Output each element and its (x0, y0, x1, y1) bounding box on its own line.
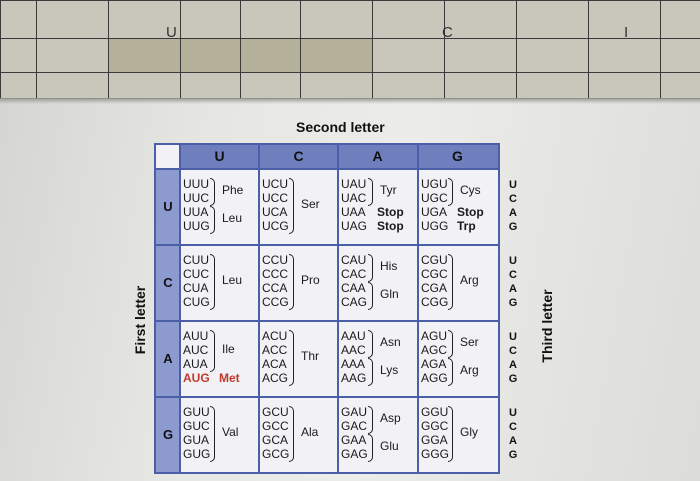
grid-cell (300, 72, 373, 99)
codon: UGG (421, 219, 449, 233)
codon: CUG (183, 295, 210, 309)
codon: GAA (341, 433, 367, 447)
grid-cell (300, 38, 373, 73)
codon: GAU (341, 405, 368, 419)
amino-acid-label: Met (219, 371, 240, 385)
codon: GUC (183, 419, 210, 433)
codon: UCA (262, 205, 288, 219)
grid-cell (108, 38, 181, 73)
amino-acid-label: Trp (457, 219, 476, 233)
second-letter-g: G (452, 148, 463, 164)
brace (289, 178, 294, 234)
grid-cell (444, 38, 517, 73)
codon: UAC (341, 191, 367, 205)
amino-acid-label: Arg (460, 273, 479, 287)
first-letter-title: First letter (132, 285, 148, 355)
codon: UCG (262, 219, 289, 233)
amino-acid-label: Thr (301, 349, 319, 363)
codon: CGU (421, 253, 448, 267)
codon: CGA (421, 281, 448, 295)
third-letter-a: A (509, 283, 517, 295)
first-letter-c: C (163, 275, 173, 290)
amino-acid-label: Ser (460, 335, 479, 349)
amino-acid-label: Arg (460, 363, 479, 377)
grid-line (417, 145, 419, 472)
grid-cell (108, 72, 181, 99)
third-letter-title: Third letter (539, 289, 555, 363)
codon: CCC (262, 267, 288, 281)
amino-acid-label: Gly (460, 425, 478, 439)
codon: CUA (183, 281, 209, 295)
first-letter-u: U (163, 199, 173, 214)
codon: UGC (421, 191, 448, 205)
codon: AUG (183, 371, 210, 385)
amino-acid-label: Tyr (380, 183, 397, 197)
amino-acid-label: Leu (222, 273, 243, 287)
brace (448, 254, 453, 310)
grid-cell (372, 72, 445, 99)
codon: GGG (421, 447, 450, 461)
codon: UGU (421, 177, 448, 191)
grid-cell (36, 72, 109, 99)
codon: AAG (341, 371, 367, 385)
brace (368, 358, 373, 386)
codon: AGA (421, 357, 447, 371)
first-letter-a: A (163, 351, 173, 366)
third-letter-c: C (509, 269, 517, 281)
codon: UAA (341, 205, 366, 219)
third-letter-g: G (508, 297, 518, 309)
brace (210, 254, 215, 310)
codon: AUA (183, 357, 208, 371)
grid-cell (180, 72, 241, 99)
grid-cell (516, 0, 589, 39)
grid-cell (0, 38, 37, 73)
brace (368, 406, 373, 434)
grid-cell (0, 0, 37, 39)
codon: UCU (262, 177, 288, 191)
brace (368, 178, 373, 206)
second-letter-title: Second letter (296, 119, 385, 135)
codon: UAU (341, 177, 367, 191)
codon: ACC (262, 343, 288, 357)
codon: CCU (262, 253, 288, 267)
codon: ACA (262, 357, 287, 371)
codon: AGU (421, 329, 448, 343)
codon: CCA (262, 281, 288, 295)
grid-line (156, 244, 498, 246)
amino-acid-label: Val (222, 425, 239, 439)
codon: CAG (341, 295, 368, 309)
grid-cell (372, 38, 445, 73)
grid-line (156, 168, 498, 170)
brace (289, 254, 294, 310)
brace (368, 434, 373, 462)
brace (210, 330, 215, 372)
brace (448, 358, 453, 386)
codon: GGU (421, 405, 449, 419)
codon: GCU (262, 405, 289, 419)
grid-cell (0, 72, 37, 99)
grid-cell (516, 72, 589, 99)
codon: GCA (262, 433, 289, 447)
worksheet-letter: C (442, 24, 453, 41)
codon: GGA (421, 433, 448, 447)
grid-cell (372, 0, 445, 39)
amino-acid-label: Cys (460, 183, 481, 197)
codon: AGG (421, 371, 448, 385)
third-letter-g: G (508, 449, 518, 461)
grid-cell (588, 38, 661, 73)
page-edge-shadow (0, 98, 700, 104)
third-letter-c: C (509, 193, 517, 205)
grid-line (258, 145, 260, 472)
codon: AAU (341, 329, 366, 343)
grid-cell (240, 72, 301, 99)
codon: AAA (341, 357, 366, 371)
amino-acid-label: Phe (222, 183, 244, 197)
first-letter-g: G (162, 427, 174, 442)
codon: CAU (341, 253, 367, 267)
codon: GCC (262, 419, 289, 433)
grid-cell (36, 38, 109, 73)
codon: UUU (183, 177, 209, 191)
amino-acid-label: Lys (380, 363, 399, 377)
third-letter-a: A (509, 359, 517, 371)
codon-table (154, 143, 500, 474)
second-letter-u: U (214, 148, 225, 164)
codon: UUC (183, 191, 209, 205)
amino-acid-label: Asp (380, 411, 401, 425)
brace (448, 330, 453, 358)
codon: GUG (183, 447, 211, 461)
brace (368, 330, 373, 358)
codon: GUU (183, 405, 210, 419)
codon: UCC (262, 191, 288, 205)
brace (368, 282, 373, 310)
second-letter-a: A (372, 148, 383, 164)
brace (210, 206, 215, 234)
codon: AUC (183, 343, 209, 357)
codon: AAC (341, 343, 366, 357)
codon: UAG (341, 219, 368, 233)
amino-acid-label: Stop (377, 219, 404, 233)
third-letter-c: C (509, 345, 517, 357)
amino-acid-label: Leu (222, 211, 243, 225)
amino-acid-label: Stop (377, 205, 404, 219)
codon: CUU (183, 253, 209, 267)
grid-cell (180, 38, 241, 73)
grid-line (156, 396, 498, 398)
amino-acid-label: Stop (457, 205, 484, 219)
worksheet-letter: I (624, 24, 629, 41)
grid-cell (36, 0, 109, 39)
brace (210, 406, 215, 462)
third-letter-u: U (509, 407, 517, 419)
grid-line (179, 145, 181, 472)
worksheet-letter: U (166, 24, 177, 41)
amino-acid-label: His (380, 259, 398, 273)
codon: CUC (183, 267, 209, 281)
codon: UUG (183, 219, 210, 233)
amino-acid-label: Ile (222, 342, 235, 356)
brace (448, 406, 453, 462)
grid-cell (240, 0, 301, 39)
grid-cell (660, 72, 700, 99)
third-letter-g: G (508, 373, 518, 385)
codon: GAG (341, 447, 368, 461)
brace (448, 178, 453, 206)
codon: GGC (421, 419, 449, 433)
grid-cell (180, 0, 241, 39)
codon: GAC (341, 419, 368, 433)
amino-acid-label: Asn (380, 335, 401, 349)
codon: ACG (262, 371, 289, 385)
amino-acid-label: Ser (301, 197, 320, 211)
grid-line (156, 320, 498, 322)
amino-acid-label: Pro (301, 273, 320, 287)
codon: GCG (262, 447, 290, 461)
grid-cell (660, 38, 700, 73)
grid-cell (516, 38, 589, 73)
third-letter-a: A (509, 435, 517, 447)
amino-acid-label: Glu (380, 439, 399, 453)
amino-acid-label: Gln (380, 287, 399, 301)
third-letter-g: G (508, 221, 518, 233)
codon: UGA (421, 205, 448, 219)
codon: CGG (421, 295, 449, 309)
codon: CAA (341, 281, 366, 295)
amino-acid-label: Ala (301, 425, 319, 439)
codon: CGC (421, 267, 448, 281)
codon: CAC (341, 267, 367, 281)
codon: CCG (262, 295, 289, 309)
third-letter-u: U (509, 179, 517, 191)
grid-line (337, 145, 339, 472)
grid-cell (300, 0, 373, 39)
third-letter-u: U (509, 255, 517, 267)
grid-cell (444, 0, 517, 39)
codon: GUA (183, 433, 210, 447)
worksheet-grid-strip (0, 0, 700, 98)
brace (210, 178, 215, 206)
codon: AGC (421, 343, 448, 357)
third-letter-c: C (509, 421, 517, 433)
third-letter-a: A (509, 207, 517, 219)
grid-cell (588, 72, 661, 99)
brace (289, 330, 294, 386)
second-letter-c: C (293, 148, 304, 164)
grid-cell (660, 0, 700, 39)
brace (368, 254, 373, 282)
codon: AUU (183, 329, 209, 343)
codon: UUA (183, 205, 209, 219)
grid-cell (444, 72, 517, 99)
codon: ACU (262, 329, 288, 343)
grid-cell (240, 38, 301, 73)
brace (289, 406, 294, 462)
third-letter-u: U (509, 331, 517, 343)
